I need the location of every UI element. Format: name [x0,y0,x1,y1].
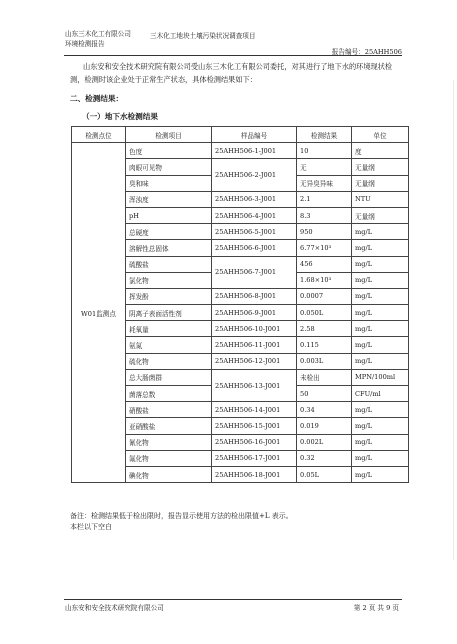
unit-cell: mg/L [352,305,409,321]
item-cell: 氟化物 [126,450,212,466]
unit-cell: 无量纲 [352,175,409,191]
subsection-title: （一）地下水检测结果 [82,112,158,121]
item-cell: 耗氧量 [126,321,212,337]
unit-cell: mg/L [352,418,409,434]
result-cell: 950 [297,224,352,240]
sample-cell: 25AHH506-16-J001 [212,434,297,450]
sample-cell: 25AHH506-6-J001 [212,240,297,256]
unit-cell: mg/L [352,256,409,272]
item-cell: 总大肠菌群 [126,369,212,385]
unit-cell: 度 [352,143,409,159]
item-cell: pH [126,207,212,223]
sample-cell: 25AHH506-15-J001 [212,418,297,434]
unit-cell: mg/L [352,224,409,240]
item-cell: 亚硝酸盐 [126,418,212,434]
item-cell: 硫酸盐 [126,256,212,272]
result-cell: 0.34 [297,402,352,418]
result-cell: 0.002L [297,434,352,450]
unit-cell: mg/L [352,288,409,304]
result-cell: 10 [297,143,352,159]
sample-cell: 25AHH506-14-J001 [212,402,297,418]
sample-cell: 25AHH506-3-J001 [212,191,297,207]
item-cell: 氨氮 [126,337,212,353]
item-cell: 菌落总数 [126,386,212,402]
unit-cell: mg/L [352,434,409,450]
sample-cell: 25AHH506-18-J001 [212,466,297,482]
result-cell: 未检出 [297,369,352,385]
sample-cell: 25AHH506-9-J001 [212,305,297,321]
item-cell: 挥发酚 [126,288,212,304]
item-cell: 阴离子表面活性剂 [126,305,212,321]
sample-cell: 25AHH506-17-J001 [212,450,297,466]
remarks [70,511,410,532]
header-project: 三木化工地块土壤污染状况调查项目 [150,32,256,40]
item-cell: 总硬度 [126,224,212,240]
result-cell: 456 [297,256,352,272]
result-cell: 0.019 [297,418,352,434]
intro-paragraph: 山东安和安全技术研究院有限公司受山东三木化工有限公司委托，对其进行了地下水的环境现状检测，检测时该企业处于正常生产状态，具体检测结果如下： [70,62,393,84]
result-cell: 无 [297,159,352,175]
unit-cell: 无量纲 [352,159,409,175]
header-report-no: 报告编号：25AHH506 [331,48,402,56]
header-report-type: 环境检测报告 [65,39,105,48]
unit-cell: mg/L [352,466,409,482]
unit-cell: mg/L [352,272,409,288]
sample-cell: 25AHH506-13-J001 [212,369,297,401]
sample-cell: 25AHH506-10-J001 [212,321,297,337]
item-cell: 溶解性总固体 [126,240,212,256]
sample-cell: 25AHH506-1-J001 [212,143,297,159]
item-cell: 臭和味 [126,175,212,191]
sample-cell: 25AHH506-7-J001 [212,256,297,288]
unit-cell: mg/L [352,240,409,256]
header-item: 检测项目 [126,127,212,143]
unit-cell: mg/L [352,337,409,353]
result-cell: 0.32 [297,450,352,466]
footer-institute: 山东安和安全技术研究院有限公司 [65,604,164,612]
result-cell: 0.003L [297,353,352,369]
header-result: 检测结果 [297,127,352,143]
result-cell: 6.77×10³ [297,240,352,256]
sample-cell: 25AHH506-8-J001 [212,288,297,304]
header-left [65,30,131,49]
item-cell: 氰化物 [126,434,212,450]
unit-cell: mg/L [352,450,409,466]
unit-cell: 无量纲 [352,207,409,223]
unit-cell: mg/L [352,402,409,418]
result-cell: 2.58 [297,321,352,337]
result-cell: 0.05L [297,466,352,482]
item-cell: 浑浊度 [126,191,212,207]
section-title: 二、检测结果： [70,94,124,103]
sample-cell: 25AHH506-12-J001 [212,353,297,369]
table-header-row [72,127,409,143]
item-cell: 氯化物 [126,272,212,288]
result-cell: 0.0007 [297,288,352,304]
item-cell: 硝酸盐 [126,402,212,418]
unit-cell: mg/L [352,353,409,369]
footer-page-number: 第 2 页 共 9 页 [353,604,399,612]
unit-cell: NTU [352,191,409,207]
header-sample: 样品编号 [212,127,297,143]
groundwater-results-table [71,126,409,483]
sample-cell: 25AHH506-2-J001 [212,159,297,191]
blank-below-note: 本栏以下空白 [70,522,112,531]
item-cell: 硫化物 [126,353,212,369]
result-cell: 0.115 [297,337,352,353]
result-cell: 无异臭异味 [297,175,352,191]
item-cell: 色度 [126,143,212,159]
header-divider [64,55,402,56]
header-site: 检测点位 [72,127,126,143]
site-cell: W01监测点 [72,143,126,483]
binding-edge [453,80,454,560]
header-company: 山东三木化工有限公司 [65,30,131,38]
remark-line: 备注：检测结果低于检出限时，报告显示使用方法的检出限值+L 表示。 [70,512,293,520]
sample-cell: 25AHH506-4-J001 [212,207,297,223]
unit-cell: MPN/100ml [352,369,409,385]
item-cell: 肉眼可见物 [126,159,212,175]
sample-cell: 25AHH506-11-J001 [212,337,297,353]
sample-cell: 25AHH506-5-J001 [212,224,297,240]
footer-divider [64,599,402,600]
result-cell: 2.1 [297,191,352,207]
table-row [72,143,409,159]
result-cell: 8.3 [297,207,352,223]
result-cell: 1.68×10³ [297,272,352,288]
item-cell: 碘化物 [126,466,212,482]
unit-cell: CFU/ml [352,386,409,402]
result-cell: 0.050L [297,305,352,321]
result-cell: 50 [297,386,352,402]
unit-cell: mg/L [352,321,409,337]
header-unit: 单位 [352,127,409,143]
